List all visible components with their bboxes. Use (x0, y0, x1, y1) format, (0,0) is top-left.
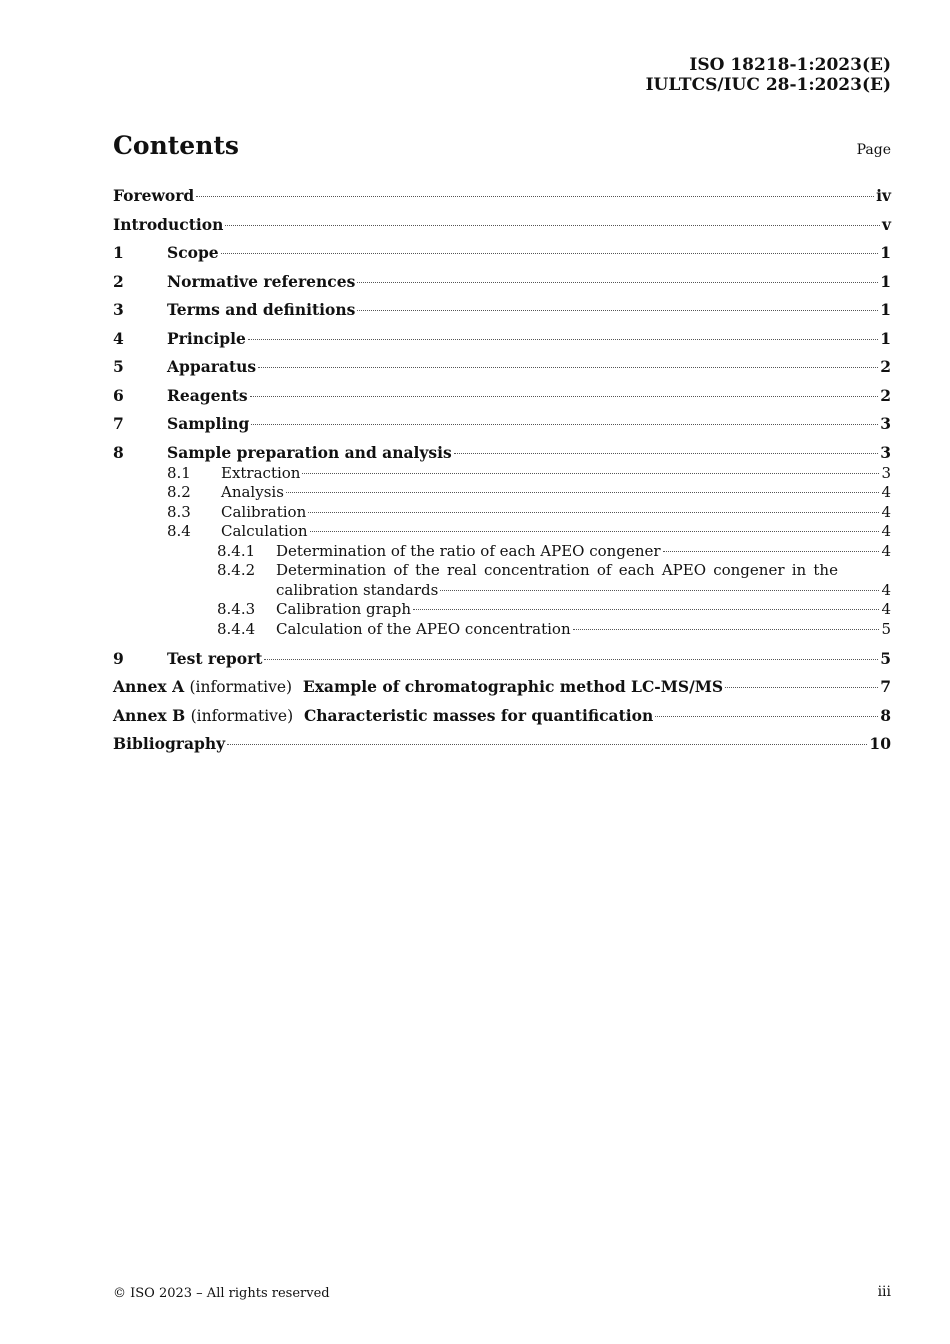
toc-number: 8.1 (167, 463, 191, 482)
leader-dots (440, 590, 879, 591)
toc-entry-introduction[interactable] (113, 214, 891, 243)
toc-entry-annex-a[interactable] (113, 676, 891, 705)
toc-entry-reagents[interactable] (113, 385, 891, 414)
toc-number: 5 (113, 357, 124, 376)
leader-dots (663, 551, 880, 552)
toc-entry-calibration[interactable] (113, 503, 891, 523)
toc-page: 4 (881, 502, 891, 521)
toc-number: 8.4.1 (217, 541, 256, 560)
toc-title: Normative references (167, 271, 356, 291)
toc-page: 1 (880, 328, 891, 348)
toc-entry-terms-and-definitions[interactable] (113, 299, 891, 328)
toc-page: 3 (880, 414, 891, 433)
leader-dots (225, 225, 880, 226)
title-word: real (446, 561, 477, 579)
page-column-label: Page (856, 142, 891, 158)
leader-dots (725, 687, 878, 688)
toc-page: 4 (881, 483, 891, 501)
leader-dots (227, 744, 867, 745)
toc-page: 4 (881, 541, 891, 560)
toc-page: 2 (880, 385, 891, 405)
leader-dots (251, 424, 878, 425)
title-word: the (813, 561, 838, 579)
title-word: of (596, 561, 612, 579)
toc-title: Introduction (113, 214, 224, 234)
toc-entry-analysis[interactable] (113, 483, 891, 503)
page-number: iii (877, 1284, 891, 1300)
document-header (646, 55, 891, 95)
leader-dots (573, 629, 880, 630)
toc-title: Calibration graph (276, 600, 411, 618)
toc-entry-extraction[interactable] (113, 464, 891, 484)
title-word: the (415, 561, 440, 579)
leader-dots (357, 310, 878, 311)
toc-number: 8.3 (167, 502, 191, 521)
toc-title: Determination of the ratio of each APEO congener (276, 541, 661, 560)
leader-dots (357, 282, 878, 283)
toc-entry-foreword[interactable] (113, 185, 891, 214)
leader-dots (258, 367, 878, 368)
toc-title (113, 705, 653, 727)
toc-entry-ratio-determination[interactable] (113, 542, 891, 562)
toc-title: Reagents (167, 385, 248, 405)
toc-number: 8.4.3 (217, 600, 256, 618)
title-word: concentration (483, 561, 590, 579)
toc-title: Bibliography (113, 734, 226, 753)
toc-page: 1 (880, 243, 891, 262)
toc-title: calibration standards (276, 580, 439, 599)
annex-type: (informative) (189, 678, 293, 696)
toc-title: Terms and definitions (167, 300, 356, 319)
leader-dots (248, 339, 878, 340)
toc-number: 8.4.4 (217, 619, 256, 638)
leader-dots (308, 512, 879, 513)
leader-dots (196, 196, 874, 197)
toc-number: 8 (113, 442, 124, 462)
toc-entry-principle[interactable] (113, 328, 891, 357)
toc-page: 4 (881, 522, 891, 540)
toc-page: 1 (880, 271, 891, 291)
leader-dots (310, 531, 880, 532)
toc-page: 5 (880, 648, 891, 668)
toc-title-line-2 (276, 581, 891, 601)
title-word: in (791, 561, 807, 579)
toc-page: 8 (880, 705, 891, 725)
toc-number: 8.4 (167, 522, 191, 540)
toc-page: 10 (869, 734, 891, 753)
title-word: of (393, 561, 408, 579)
annex-type: (informative) (190, 706, 294, 725)
toc-title: Sample preparation and analysis (167, 442, 452, 462)
toc-page: 3 (881, 463, 891, 482)
toc-page: 4 (881, 580, 891, 599)
toc-entry-real-concentration[interactable] (113, 561, 891, 600)
toc-entry-scope[interactable] (113, 242, 891, 271)
toc-page: 7 (880, 677, 891, 696)
leader-dots (454, 453, 878, 454)
annex-title: Characteristic masses for quantification (303, 705, 654, 725)
standard-number: ISO 18218-1:2023(E) (689, 55, 891, 75)
title-word: each (618, 561, 655, 579)
toc-title: Foreword (113, 186, 195, 205)
standard-number-iultcs: IULTCS/IUC 28-1:2023(E) (645, 75, 891, 95)
toc-title: Calculation (221, 522, 308, 540)
toc-number: 8.4.2 (217, 561, 256, 579)
toc-entry-annex-b[interactable] (113, 705, 891, 734)
annex-label: Annex B (113, 705, 186, 725)
leader-dots (655, 716, 878, 717)
toc-entry-normative-references[interactable] (113, 271, 891, 300)
leader-dots (250, 396, 879, 397)
toc-number: 1 (113, 243, 124, 262)
toc-number: 4 (113, 328, 124, 348)
toc-entry-apparatus[interactable] (113, 356, 891, 385)
toc-page: 2 (880, 357, 891, 376)
leader-dots (302, 473, 879, 474)
toc-number: 3 (113, 300, 124, 319)
toc-title: Analysis (221, 483, 284, 501)
toc-entry-bibliography[interactable] (113, 733, 891, 762)
toc-title: Test report (167, 648, 263, 668)
table-of-contents (113, 185, 891, 762)
toc-entry-calibration-graph[interactable] (113, 600, 891, 620)
toc-entry-sampling[interactable] (113, 413, 891, 442)
toc-title: Sampling (167, 414, 250, 433)
leader-dots (221, 253, 879, 254)
toc-entry-apeo-concentration[interactable] (113, 620, 891, 648)
title-word: congener (713, 561, 785, 579)
toc-entry-test-report[interactable] (113, 648, 891, 677)
title-word: APEO (661, 561, 706, 579)
toc-page: iv (876, 186, 891, 205)
toc-page: v (881, 214, 891, 234)
toc-title: Principle (167, 328, 246, 348)
toc-page: 1 (880, 300, 891, 319)
title-word: Determination (276, 561, 387, 579)
toc-number: 8.2 (167, 483, 191, 501)
toc-title: Apparatus (167, 357, 257, 376)
toc-entry-sample-preparation[interactable] (113, 442, 891, 464)
annex-title: Example of chromatographic method LC-MS/MS (302, 677, 724, 696)
toc-title: Calibration (221, 502, 307, 521)
leader-dots (264, 659, 878, 660)
toc-title (113, 676, 723, 698)
annex-label: Annex A (113, 677, 185, 696)
toc-number: 2 (113, 271, 124, 291)
toc-number: 9 (113, 648, 124, 668)
toc-title: Scope (167, 243, 219, 262)
copyright-notice: © ISO 2023 – All rights reserved (113, 1286, 330, 1301)
toc-page: 3 (880, 442, 891, 462)
toc-page: 5 (881, 619, 891, 638)
toc-title: Calculation of the APEO concentration (276, 619, 571, 638)
toc-title-line-1 (276, 561, 891, 581)
page-title: Contents (113, 131, 240, 160)
toc-title: Extraction (221, 463, 301, 482)
leader-dots (413, 609, 879, 610)
toc-number: 6 (113, 385, 124, 405)
leader-dots (286, 492, 880, 493)
toc-entry-calculation[interactable] (113, 522, 891, 542)
toc-number: 7 (113, 414, 124, 433)
toc-page: 4 (881, 600, 891, 618)
